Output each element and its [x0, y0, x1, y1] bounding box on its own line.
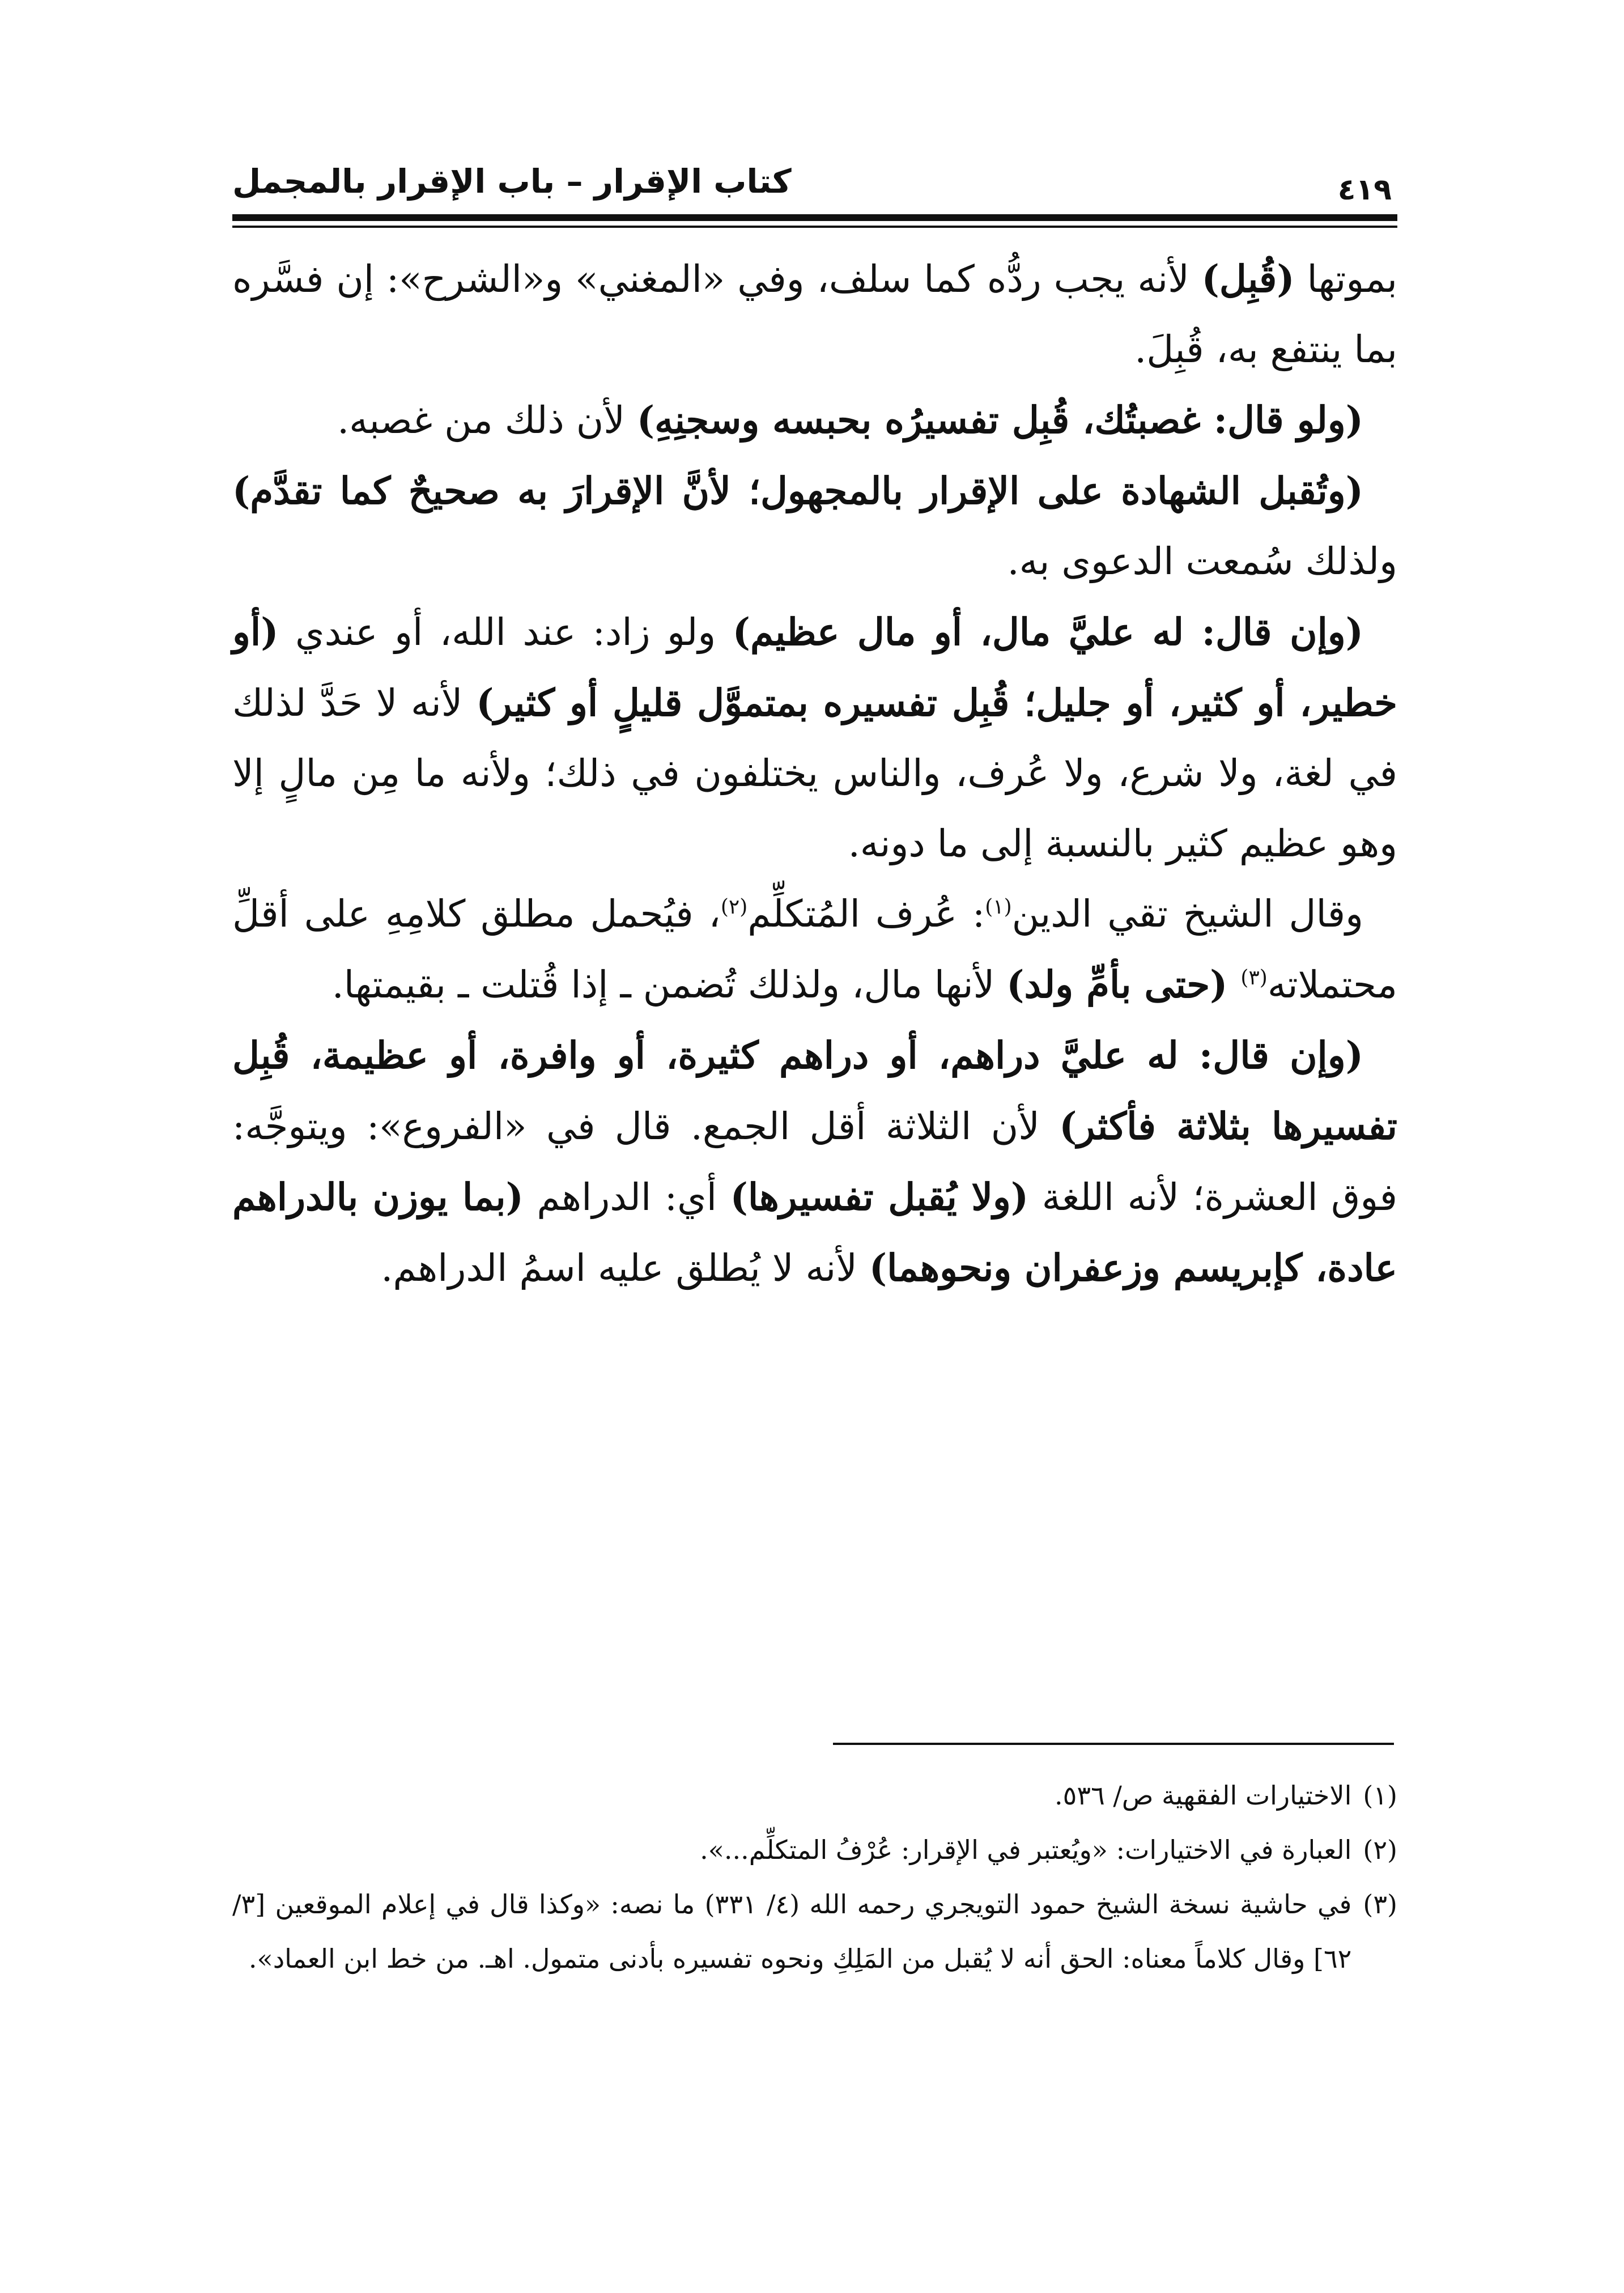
footnote-3: [232, 1877, 1397, 1986]
page-number: ٤١٩: [1337, 173, 1392, 207]
text-run: ، فيُحمل مطلق كلامِهِ على أقلِّ محتملاته: [232, 892, 1397, 1007]
paragraph-1: [232, 244, 1397, 385]
paragraph-6: [232, 1020, 1397, 1303]
text-run: لأنه يجب ردُّه كما سلف، وفي «المغني» و«الشرح»: إن فسَّره بما ينتفع به، قُبِلَ.: [232, 257, 1397, 371]
bold-matn: (قُبِل): [1201, 257, 1295, 301]
text-run: ولذلك سُمعت الدعوى به.: [1007, 540, 1397, 583]
bold-matn: (أو خطير، أو كثير، أو جليل؛ قُبِل تفسيره بمتموَّل قليلٍ أو كثير): [232, 610, 1398, 725]
footnote-2: [232, 1823, 1397, 1877]
footnote-number: (٢): [1363, 1835, 1397, 1865]
header-rule: [232, 214, 1397, 221]
footnote-text: العبارة في الاختيارات: «ويُعتبر في الإقرار: عُرْفُ المتكلِّم...».: [700, 1835, 1352, 1865]
main-text: [232, 244, 1397, 1303]
bold-matn: (حتى بأمِّ ولد): [1006, 962, 1241, 1007]
footnote-ref: (٢): [720, 895, 748, 919]
running-header: [232, 142, 1397, 221]
footnote-number: (٣): [1363, 1889, 1397, 1920]
footnote-text: الاختيارات الفقهية ص/ ٥٣٦.: [1055, 1780, 1352, 1811]
bold-matn: (ولا يُقبل تفسيرها): [730, 1175, 1029, 1219]
bold-matn: (وإن قال: له عليَّ دراهم، أو دراهم كثيرة، أو وافرة، أو عظيمة، قُبِل تفسيرها بثلاثة فأكثر): [232, 1033, 1398, 1148]
paragraph-3: [232, 456, 1397, 597]
paragraph-5: [232, 879, 1397, 1020]
text-run: لأنه لا حَدَّ لذلك في لغة، ولا شرع، ولا عُرف، والناس يختلفون في ذلك؛ ولأنه ما مِن مالٍ إلا وهو عظيم كثير بالنسبة إلى ما دونه.: [232, 681, 1397, 865]
bold-matn: (ولو قال: غصبتُك، قُبِل تفسيرُه بحبسه وسجنِهِ): [636, 398, 1363, 442]
text-run: : عُرف المُتكلِّم: [747, 892, 985, 936]
text-run: لأنها مال، ولذلك تُضمن ـ إذا قُتلت ـ بقيمتها.: [331, 963, 1007, 1007]
bold-matn: (وتُقبل الشهادة على الإقرار بالمجهول؛ لأنَّ الإقرارَ به صحيحٌ كما تقدَّم): [232, 469, 1363, 513]
text-run: بموتها: [1294, 257, 1397, 301]
text-run: لأن ذلك من غصبه.: [337, 398, 637, 442]
text-run: لأن الثلاثة أقل الجمع. قال في «الفروع»: ويتوجَّه: فوق العشرة؛ لأنه اللغة: [232, 1105, 1398, 1219]
text-run: وقال الشيخ تقي الدين: [1011, 892, 1364, 936]
text-run: أي: الدراهم: [523, 1175, 730, 1219]
footnotes: [232, 1768, 1397, 1986]
header-rule-thin: [232, 226, 1397, 228]
paragraph-4: [232, 597, 1397, 879]
chapter-title: كتاب الإقرار – باب الإقرار بالمجمل: [232, 162, 792, 201]
footnote-1: [232, 1768, 1397, 1823]
footnote-ref: (١): [985, 895, 1012, 919]
footnote-separator: [833, 1743, 1394, 1745]
text-run: ولو زاد: عند الله، أو عندي: [278, 610, 733, 654]
paragraph-2: [232, 385, 1397, 456]
footnote-number: (١): [1363, 1780, 1397, 1811]
footnote-text: في حاشية نسخة الشيخ حمود التويجري رحمه الله (٤/ ٣٣١) ما نصه: «وكذا قال في إعلام الموقعين [٣/ ٦٢] وقال كلاماً معناه: الحق أنه لا يُقبل من المَلِكِ ونحوه تفسيره بأدنى متمول. اهـ. من خط ابن العماد».: [232, 1889, 1352, 1974]
text-run: لأنه لا يُطلق عليه اسمُ الدراهم.: [381, 1246, 869, 1290]
footnote-ref: (٣): [1240, 966, 1268, 990]
bold-matn: (بما يوزن بالدراهم عادة، كإبريسم وزعفران ونحوهما): [232, 1175, 1397, 1290]
bold-matn: (وإن قال: له عليَّ مال، أو مال عظيم): [732, 610, 1363, 654]
